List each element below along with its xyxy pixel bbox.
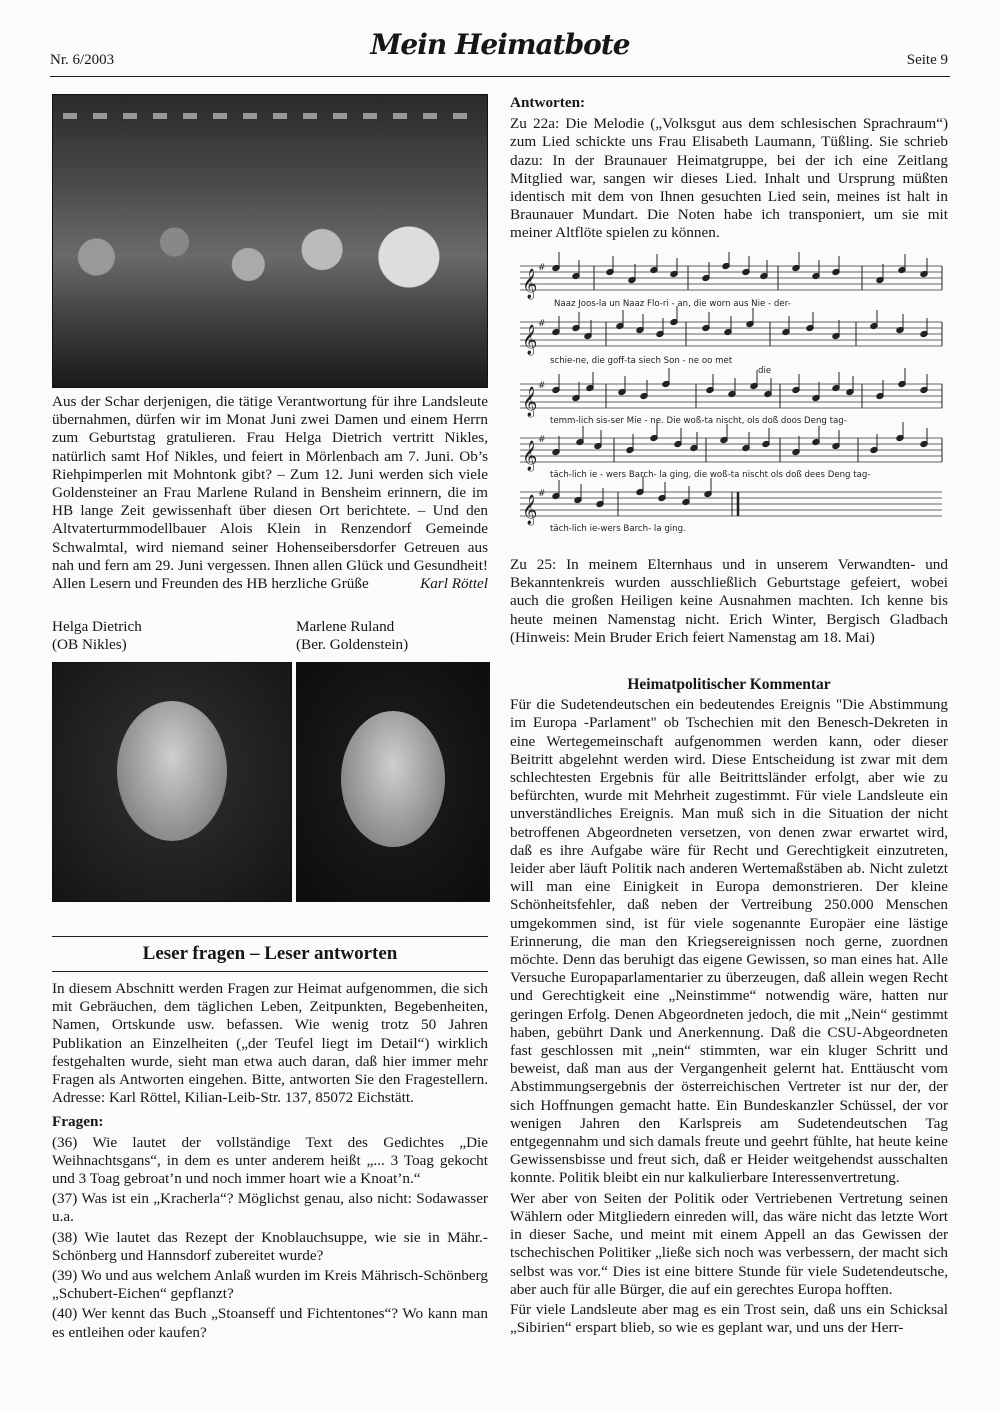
answer-22a: Zu 22a: Die Melodie („Volksgut aus dem schlesischen Sprachraum“) zum Lied schickte uns Frau Elisabeth Laumann, Tüßling. Sie schrieb dazu: In der Braunauer Heimatgruppe, bei der ich eine Zeitlang Mitglied war, sangen wir dieses Lied. Inhalt und Ursprung müßten identisch mit dem von Ihnen gesuchten Lied sein, meines ist halt in Braunauer Mundart. Die Noten habe ich transponiert, um sie mit meiner Altflöte spielen zu können. <box>510 115 948 242</box>
treble-clef-icon: 𝄞 <box>522 325 538 355</box>
treble-clef-icon: 𝄞 <box>522 269 538 299</box>
questions-label: Fragen: <box>52 1113 104 1131</box>
person-1-name: Helga Dietrich <box>52 618 142 635</box>
portrait-face <box>341 711 445 847</box>
question-39: (39) Wo und aus welchem Anlaß wurden im Kreis Mährisch-Schönberg „Schubert-Eichen“ gepflanzt? <box>52 1267 488 1303</box>
sharp-icon: # <box>538 263 546 273</box>
leser-section-title: Leser fragen – Leser antworten <box>142 943 398 964</box>
leser-intro: In diesem Abschnitt werden Fragen zur Heimat aufgenommen, die sich mit Gebräuchen, dem täglichen Leben, Zeitpunkten, Begebenheiten, Namen, Ortskunde usw. befassen. Wie wenig trotz 50 Jahren Publikation an Einzelheiten („der Teufel liegt im Detail“) wirklich festgehalten wurde, sieht man etwa auch daran, daß hier immer mehr Fragen als Antworten eingehen. Bitte, antworten Sie den Fragestellern. Adresse: Karl Röttel, Kilian-Leib-Str. 137, 85072 Eichstätt. <box>52 980 488 1107</box>
lyric-line-2: schie-ne, die goff-ta siech Son - ne oo met <box>550 356 733 366</box>
sheet-music-svg <box>510 252 948 534</box>
lyric-line-4: täch-lich ie - wers Barch- la ging, die woß-ta nischt ols doß dees Deng tag- <box>550 470 871 480</box>
lyric-extra-word: die <box>758 366 772 376</box>
issue-number: Nr. 6/2003 <box>50 52 115 68</box>
kommentar-title: Heimatpolitischer Kommentar <box>627 676 831 693</box>
kommentar-paragraph-3: Für viele Landsleute aber mag es ein Trost sein, daß uns ein Schicksal „Sibirien“ erspart blieb, so wie es geplant war, und uns der Herr- <box>510 1300 948 1337</box>
person-2-place: (Ber. Goldenstein) <box>296 636 409 653</box>
question-40: (40) Wer kennt das Buch „Stoanseff und Fichtentones“? Wo kann man es entleihen oder kaufen? <box>52 1305 488 1341</box>
sharp-icon: # <box>538 435 546 445</box>
section-rule-bottom <box>52 971 488 972</box>
person-1-label <box>52 618 142 654</box>
lyric-line-5: täch-lich ie-wers Barch- la ging. <box>550 524 686 534</box>
person-1-place: (OB Nikles) <box>52 636 127 653</box>
treble-clefs <box>522 268 537 526</box>
question-36: (36) Wie lautet der vollständige Text des Gedichtes „Die Weihnachtsgans“, in dem es unter anderem heißt „... 3 Toag gekocht und 3 Toag gebroat’n und noch immer hoart wie a Knoat’n.“ <box>52 1133 488 1188</box>
crowd-photo <box>52 94 488 388</box>
masthead-logo: Mein Heimatbote <box>370 28 630 61</box>
answer-25-block <box>510 556 948 649</box>
sharp-icon: # <box>538 319 546 329</box>
answers-section <box>510 94 948 245</box>
kommentar-paragraph-1: Für die Sudetendeutschen ein bedeutendes Ereignis "Die Abstimmung im Europa -Parlament" ob Tschechien mit den Benesch-Dekreten in eine Wertegemeinschaft aufgenommen werden kann, oder dieser Beitritt abgelehnt werden wird. Diese Entscheidung ist zwar mit dem schlechtesten Ergebnis für alle Beitrittsländer erfolgt, aber wie zu befürchten, wurde mit Mehrheit zugestimmt. Für viele Landsleute ein unverständliches Ereignis. Man muß sich in die Situation der nicht betroffenen Abgeordneten versetzen, von denen zwar erwartet wird, daß es ihre Aufgabe wäre für Recht und Gerechtigkeit einzutreten, leider aber läuft Politik nach anderen Wertemaßstäben ab. Nicht zuletzt will man eine Einigkeit in Europa demonstrieren. Der kleine Schönheitsfehler, daß neben der Vertreibung 250.000 Menschen umgekommen sind, ist für viele sogenannte Europäer eine lästige Erinnerung, die man den Kriegsereignissen noch gerne, zuordnen möchte. Denn das beruhigt das eigene Gewissen, so man eines hat. Alle Versuche Europaparlamentarier zu überzeugen, daß allein wegen Recht und Gerechtigkeit eine „Neinstimme“ notwendig wäre, hatten nur geringen Erfolg. Denen Abgeordneten jedoch, die mit „Nein“ gestimmt haben, gebührt Dank und Anerkennung. Daß die CSU-Abgeordneten fast geschlossen mit „nein“ stimmten, war ein kluger Schritt und beweist, daß man aus der Vergangenheit gelernt hat. Enttäuscht vom Abstimmungsergebnis der österreichischen Vertreter ist nur der, der sich Hoffnungen gemacht hatte. Ein Bundeskanzler Schüssel, der vor wenigen Jahren den Karlspreis am Sudetendeutschen Tag entgegennahm und sich damals freute und geehrt fühlte, hat heute keine Gewissensbisse und freut sich, daß er Heider weitgehendst ausschalten konnte. Politik bleibt ein nur kalkulierbare Interessenvertretung. <box>510 696 948 1187</box>
birthday-caption: Aus der Schar derjenigen, die tätige Verantwortung für ihre Landsleute übernahmen, dürfen wir im Monat Juni zwei Damen und einem Herrn zum Geburtstag gratulieren. Frau Helga Dietrich vertritt Nikles, natürlich samt Hof Nikles, und feiert in Mörlenbach am 7. Juni. Ob’s Riehpimperlen mit Mohntonk gibt? – Zum 12. Juni werden sich viele Goldensteiner an Frau Marlene Ruland in Bensheim erinnern, die im HB lange Zeit gewissenhaft über diesen Ort berichtete. – Und den Altvaterturmmodellbauer Alois Klein in Renzendorf Gemeinde Schwalmtal, wird niemand seiner Hohenseibersdorfer Getreuen aus nah und fern am 29. Juni vergessen. Ihnen allen Glück und Gesundheit! Allen Lesern und Freunden des HB herzliche Grüße <box>52 393 488 593</box>
ceiling-lights <box>63 113 477 119</box>
question-37: (37) Was ist ein „Kracherla“? Möglichst genau, also nicht: Sodawasser u.a. <box>52 1190 488 1226</box>
section-rule-top <box>52 936 488 937</box>
lyric-line-1: Naaz Joos-la un Naaz Flo-ri - an, die worn aus Nie - der- <box>554 299 791 309</box>
sharp-icon: # <box>538 489 546 499</box>
kommentar-section <box>510 676 948 1339</box>
lyric-line-3: temm-lich sis-ser Mie - ne. Die woß-ta nischt, ols doß doos Deng tag- <box>550 416 847 426</box>
birthday-signature: Karl Röttel <box>420 575 488 593</box>
staff-5 <box>520 492 942 516</box>
leser-section <box>52 980 488 1344</box>
person-2-label <box>296 618 408 654</box>
sharp-icon: # <box>538 381 546 391</box>
answer-25: Zu 25: In meinem Elternhaus und in unserem Verwandten- und Bekanntenkreis wurden ausschließlich Geburtstage gefeiert, wobei auch die großen Heiligen keine Ausnahmen machten. Ich kenne bis heute meinen Namenstag nicht. Erich Winter, Bergisch Gladbach (Hinweis: Mein Bruder Erich feiert Namenstag am 18. Mai) <box>510 556 948 646</box>
portrait-helga-dietrich <box>52 662 292 902</box>
question-38: (38) Wie lautet das Rezept der Knoblauchsuppe, wie sie in Mähr.-Schönberg und Hannsdorf zubereitet wurde? <box>52 1228 488 1264</box>
treble-clef-icon: 𝄞 <box>522 387 538 417</box>
answers-label: Antworten: <box>510 94 586 111</box>
person-2-name: Marlene Ruland <box>296 618 395 635</box>
treble-clef-icon: 𝄞 <box>522 441 538 471</box>
treble-clef-icon: 𝄞 <box>522 495 538 525</box>
page-number: Seite 9 <box>906 52 948 68</box>
key-signatures <box>538 263 546 499</box>
portrait-marlene-ruland <box>296 662 490 902</box>
kommentar-paragraph-2: Wer aber von Seiten der Politik oder Vertriebenen Vertretung seinen Wählern oder Mitgliedern einreden will, das wäre nicht das letzte Wort in dieser Sache, und meint mit einem Appell an das Gewissen der tschechischen Politiker „ließe sich noch was verbessern, der macht sich selbst was vor.“ Dies ist eine bittere Stunde für viele Sudetendeutsche, aber auch für alle Bürger, die auf ein gerechtes Europa hofften. <box>510 1189 948 1298</box>
crowd-heads <box>53 197 487 347</box>
header-rule <box>50 76 950 77</box>
sheet-music <box>510 252 948 534</box>
portrait-face <box>117 701 227 841</box>
birthday-article <box>52 393 488 593</box>
